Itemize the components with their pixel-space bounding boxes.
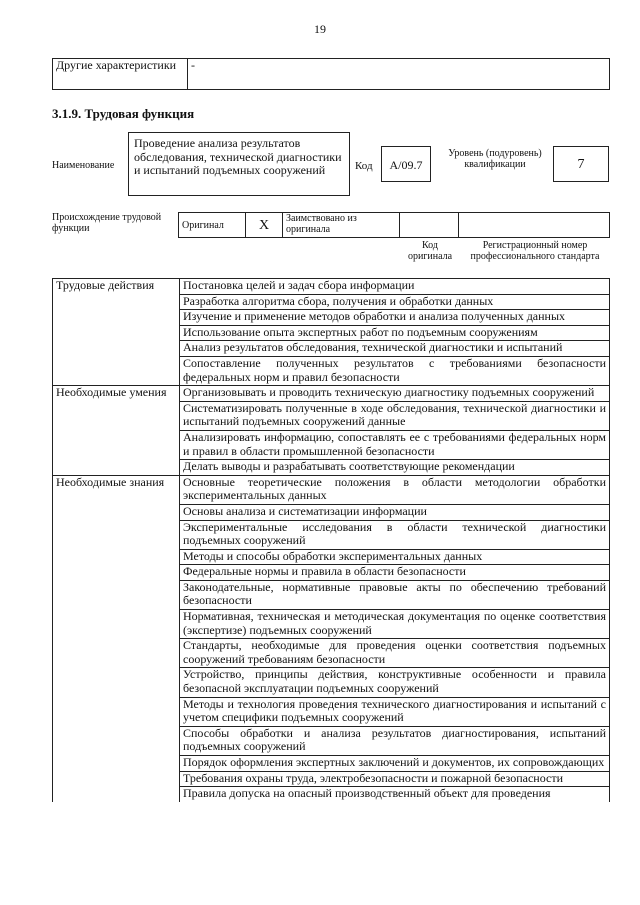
- code-label: Код: [355, 160, 373, 172]
- list-item: Систематизировать полученные в ходе обследования, технической диагностики и испытаний подъемных сооружений данные: [180, 401, 610, 430]
- list-item: Сопоставление полученных результатов с требованиями безопасности федеральных норм и правил безопасности: [180, 356, 610, 385]
- function-name: Проведение анализа результатов обследования, технической диагностики и испытаний подъемных сооружений: [128, 132, 350, 196]
- original-code-caption: Код оригинала: [407, 240, 453, 262]
- qualification-level-value: 7: [553, 146, 609, 182]
- list-item: Разработка алгоритма сбора, получения и обработки данных: [180, 294, 610, 310]
- table-row: [53, 475, 610, 504]
- list-item: Экспериментальные исследования в области технической диагностики подъемных сооружений: [180, 520, 610, 549]
- origin-label: Происхождение трудовой функции: [52, 212, 162, 234]
- table-row: [53, 386, 610, 402]
- list-item: Федеральные нормы и правила в области безопасности: [180, 565, 610, 581]
- list-item: Законодательные, нормативные правовые акты по обеспечению требований безопасности: [180, 580, 610, 609]
- list-item: Постановка целей и задач сбора информации: [180, 279, 610, 295]
- list-item: Делать выводы и разрабатывать соответствующие рекомендации: [180, 460, 610, 476]
- original-code-cell: [400, 213, 459, 238]
- list-item: Использование опыта экспертных работ по подъемным сооружениям: [180, 325, 610, 341]
- original-mark: X: [246, 213, 283, 238]
- function-code: А/09.7: [381, 146, 431, 182]
- list-item: Способы обработки и анализа результатов диагностирования, испытаний подъемных сооружений: [180, 726, 610, 755]
- borrowed-label: Заимствовано из оригинала: [283, 213, 400, 238]
- qualification-level-label: Уровень (подуровень) квалификации: [448, 148, 542, 170]
- list-item: Требования охраны труда, электробезопасности и пожарной безопасности: [180, 771, 610, 787]
- function-details-table: [52, 278, 610, 802]
- other-characteristics-label: Другие характеристики: [53, 59, 188, 90]
- original-label: Оригинал: [179, 213, 246, 238]
- list-item: Анализ результатов обследования, технической диагностики и испытаний: [180, 341, 610, 357]
- table-row: [53, 279, 610, 295]
- list-item: Основные теоретические положения в области методологии обработки экспериментальных данных: [180, 475, 610, 504]
- list-item: Методы и технология проведения технического диагностирования и испытаний с учетом специфики подъемных сооружений: [180, 697, 610, 726]
- registration-number-caption: Регистрационный номер профессионального стандарта: [470, 240, 600, 262]
- list-item: Изучение и применение методов обработки и анализа полученных данных: [180, 310, 610, 326]
- name-label: Наименование: [52, 160, 115, 171]
- list-item: Нормативная, техническая и методическая документация по оценке соответствия (экспертизе) подъемных сооружений: [180, 610, 610, 639]
- page-number: 19: [314, 22, 326, 36]
- origin-table: [178, 212, 610, 238]
- section-category: Необходимые знания: [53, 475, 180, 802]
- list-item: Организовывать и проводить техническую диагностику подъемных сооружений: [180, 386, 610, 402]
- list-item: Устройство, принципы действия, конструктивные особенности и правила безопасной эксплуатации подъемных сооружений: [180, 668, 610, 697]
- other-characteristics-table: [52, 58, 610, 90]
- list-item: Методы и способы обработки экспериментальных данных: [180, 549, 610, 565]
- list-item: Анализировать информацию, сопоставлять ее с требованиями федеральных норм и правил в области промышленной безопасности: [180, 430, 610, 459]
- list-item: Основы анализа и систематизации информации: [180, 504, 610, 520]
- list-item: Порядок оформления экспертных заключений и документов, их сопровождающих: [180, 756, 610, 772]
- section-category: Необходимые умения: [53, 386, 180, 476]
- list-item: Правила допуска на опасный производственный объект для проведения: [180, 787, 610, 802]
- registration-number-cell: [459, 213, 610, 238]
- other-characteristics-value: -: [188, 59, 610, 90]
- list-item: Стандарты, необходимые для проведения оценки соответствия подъемных сооружений требованиям безопасности: [180, 639, 610, 668]
- section-category: Трудовые действия: [53, 279, 180, 386]
- section-title: 3.1.9. Трудовая функция: [52, 106, 195, 121]
